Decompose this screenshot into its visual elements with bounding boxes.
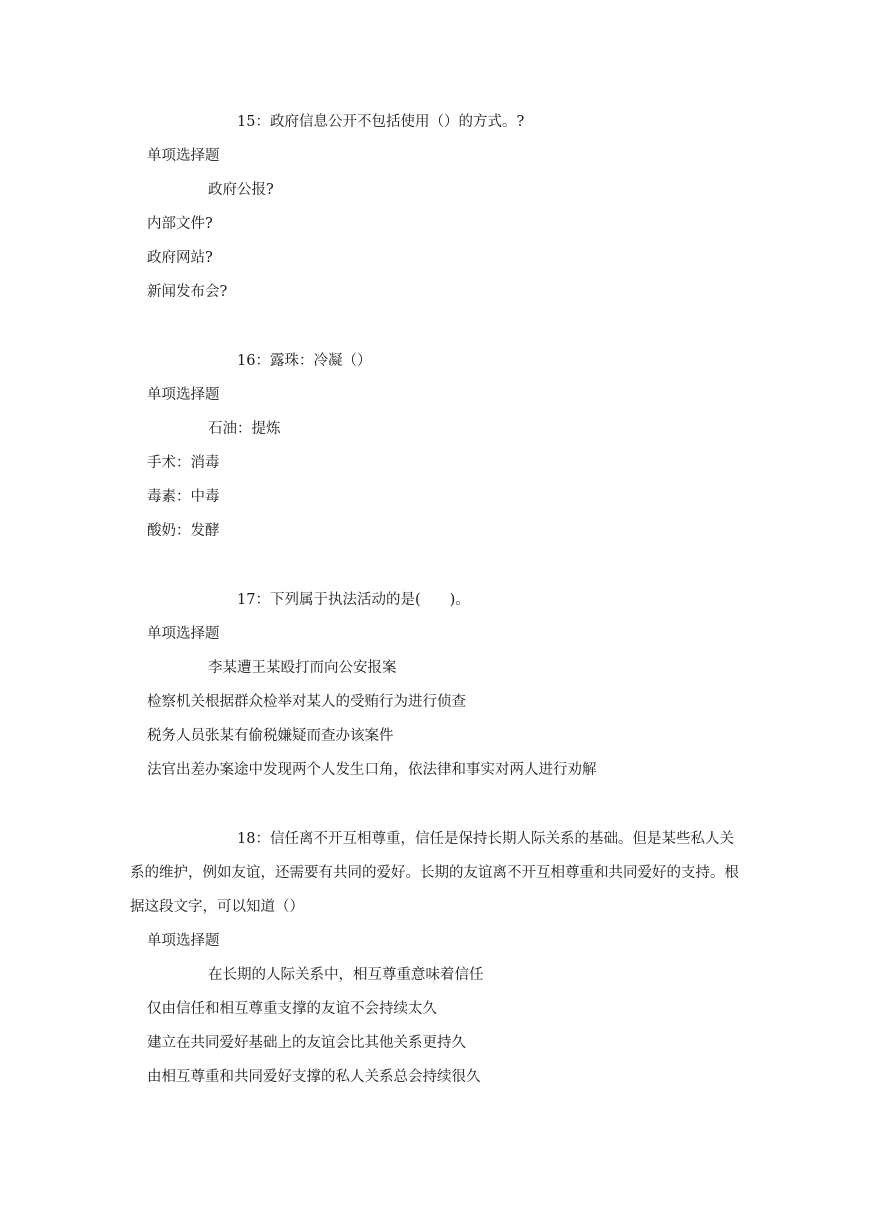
question-16-option-c: 毒素：中毒 bbox=[147, 489, 220, 505]
question-16-option-b: 手术：消毒 bbox=[147, 455, 220, 471]
question-17-stem: 17：下列属于执法活动的是( )。 bbox=[237, 592, 470, 608]
question-16-type: 单项选择题 bbox=[147, 387, 220, 403]
question-15-type: 单项选择题 bbox=[147, 148, 220, 164]
question-15-option-c: 政府网站? bbox=[147, 250, 213, 266]
question-18-type: 单项选择题 bbox=[147, 933, 220, 949]
question-15-option-a: 政府公报? bbox=[208, 182, 274, 198]
question-15-option-d: 新闻发布会? bbox=[147, 284, 228, 300]
question-18-option-a: 在长期的人际关系中，相互尊重意味着信任 bbox=[208, 967, 484, 983]
question-16-stem: 16：露珠：冷凝（） bbox=[237, 353, 372, 369]
question-16-option-a: 石油：提炼 bbox=[208, 421, 281, 437]
question-17-option-b: 检察机关根据群众检举对某人的受贿行为进行侦查 bbox=[147, 694, 466, 710]
question-16-option-d: 酸奶：发酵 bbox=[147, 523, 220, 539]
question-18-stem: 18：信任离不开互相尊重，信任是保持长期人际关系的基础。但是某些私人关系的维护，例如友谊，还需要有共同的爱好。长期的友谊离不开互相尊重和共同爱好的支持。根据这段文字，可以知道（） bbox=[130, 831, 739, 915]
question-18-option-c: 建立在共同爱好基础上的友谊会比其他关系更持久 bbox=[147, 1035, 466, 1051]
question-18-option-d: 由相互尊重和共同爱好支撑的私人关系总会持续很久 bbox=[147, 1069, 481, 1085]
question-17-type: 单项选择题 bbox=[147, 626, 220, 642]
question-17-option-d: 法官出差办案途中发现两个人发生口角，依法律和事实对两人进行劝解 bbox=[147, 762, 597, 778]
question-18-option-b: 仅由信任和相互尊重支撑的友谊不会持续太久 bbox=[147, 1001, 437, 1017]
question-15-stem: 15：政府信息公开不包括使用（）的方式。? bbox=[237, 114, 525, 130]
question-15-option-b: 内部文件? bbox=[147, 216, 213, 232]
question-17-option-c: 税务人员张某有偷税嫌疑而查办该案件 bbox=[147, 728, 394, 744]
question-17-option-a: 李某遭王某殴打而向公安报案 bbox=[208, 660, 397, 676]
